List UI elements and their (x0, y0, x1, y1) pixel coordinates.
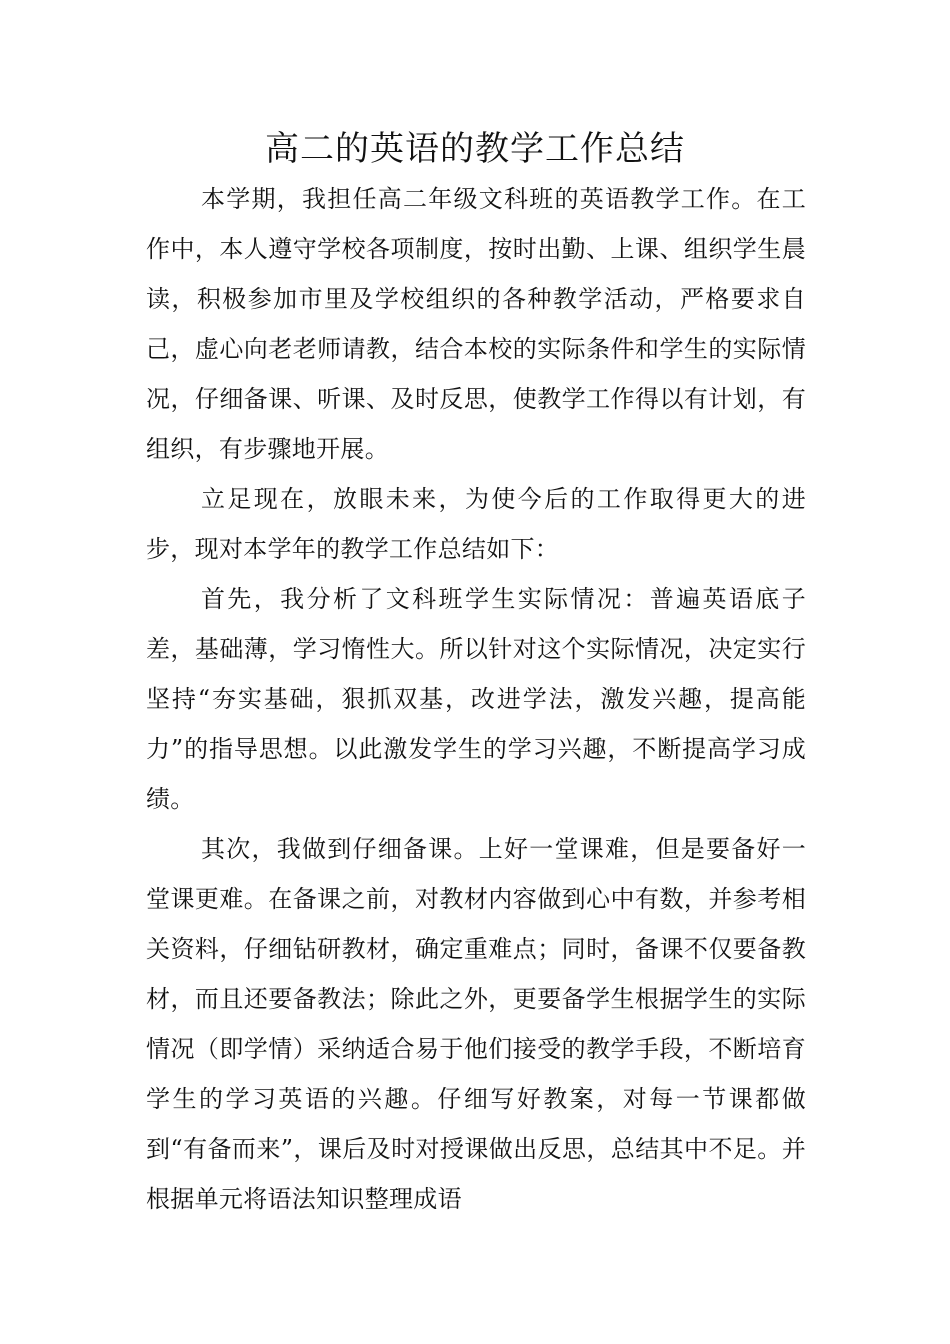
paragraph-first: 首先，我分析了文科班学生实际情况：普遍英语底子差，基础薄，学习惰性大。所以针对这个实际情况，决定实行坚持“夯实基础，狠抓双基，改进学法，激发兴趣，提高能力”的指导思想。以此激发学生的学习兴趣，不断提高学习成绩。 (146, 585, 806, 813)
paragraph-second: 其次，我做到仔细备课。上好一堂课难，但是要备好一堂课更难。在备课之前，对教材内容做到心中有数，并参考相关资料，仔细钻研教材，确定重难点；同时，备课不仅要备教材，而且还要备教法；除此之外，更要备学生根据学生的实际情况（即学情）采纳适合易于他们接受的教学手段，不断培育学生的学习英语的兴趣。仔细写好教案，对每一节课都做到“有备而来”，课后及时对授课做出反思，总结其中不足。并根据单元将语法知识整理成语 (146, 835, 806, 1213)
document-body (146, 174, 806, 1224)
paragraph-intro: 本学期，我担任高二年级文科班的英语教学工作。在工作中，本人遵守学校各项制度，按时出勤、上课、组织学生晨读，积极参加市里及学校组织的各种教学活动，严格要求自己，虚心向老老师请教，结合本校的实际条件和学生的实际情况，仔细备课、听课、及时反思，使教学工作得以有计划，有组织，有步骤地开展。 (146, 185, 806, 463)
paragraph-outlook: 立足现在，放眼未来，为使今后的工作取得更大的进步，现对本学年的教学工作总结如下： (146, 485, 806, 563)
document-title: 高二的英语的教学工作总结 (265, 129, 685, 169)
